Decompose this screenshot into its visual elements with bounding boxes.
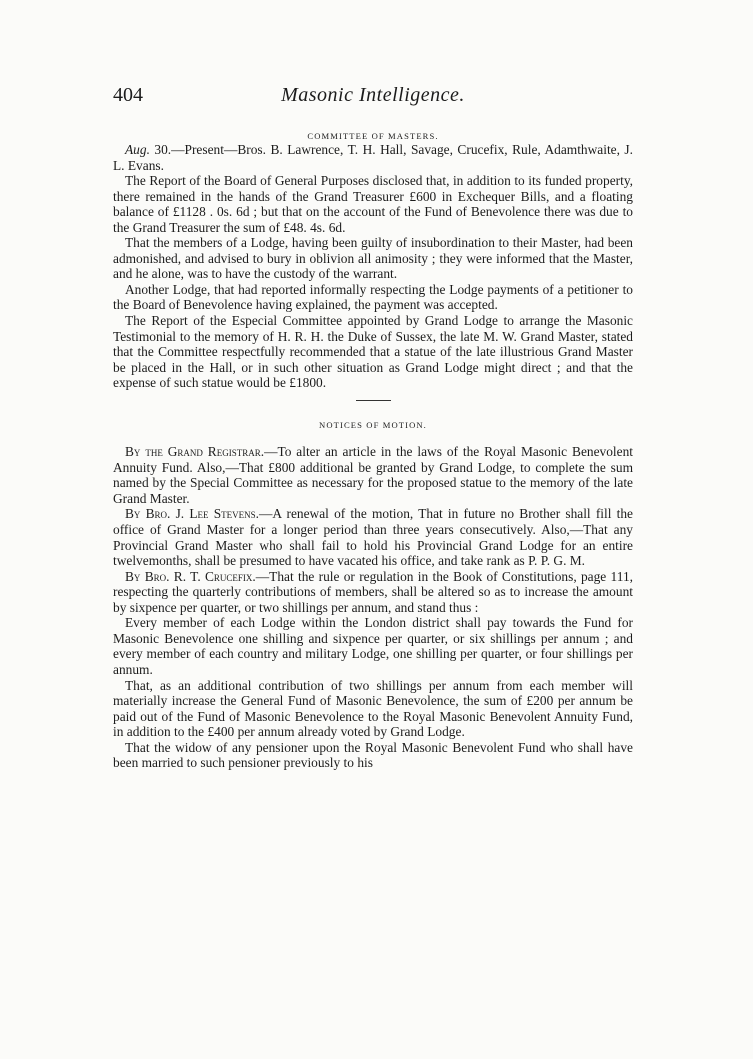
committee-heading: COMMITTEE OF MASTERS. (307, 131, 439, 141)
paragraph-lodge-payments: Another Lodge, that had reported informally respecting the Lodge payments of a petitioner to the Board of Benevolence having explained, the payment was accepted. (113, 281, 633, 313)
motion-lee-stevens (113, 506, 633, 568)
motion-text: —That the rule or regulation in the Book of Constitutions, page 111, respecting the quarterly contributions of members, shall be altered so as to increase the amount by sixpence per quarter, or two shillings per annum, and stand thus : (113, 568, 633, 615)
motion-grand-registrar (113, 444, 633, 506)
paragraph-report: The Report of the Board of General Purposes disclosed that, in addition to its funded property, there remained in the hands of the Grand Treasurer £600 in Exchequer Bills, and a floating balance of £1128 . 0s. 6d ; but that on the account of the Fund of Benevolence there was due to the Grand Treasurer the sum of £48. 4s. 6d. (113, 173, 633, 235)
motion-quote: Every member of each Lodge within the London district shall pay towards the Fund for Masonic Benevolence one shilling and sixpence per quarter, or six shillings per annum ; and every member of each country and military Lodge, one shilling per quarter, or four shillings per annum. (113, 615, 633, 677)
page-number: 404 (113, 84, 143, 106)
motion-text: —A renewal of the motion, That in future no Brother shall fill the office of Grand Master for a longer period than three years consecutively. Also,—That any Provincial Grand Master who shall fail to hold his Provincial Grand Lodge for an entire twelvemonths, shall be presumed to have vacated his office, and take rank as P. P. G. M. (113, 506, 633, 569)
date-label: Aug. (125, 142, 150, 157)
mover-grand-registrar: By the Grand Registrar. (125, 444, 265, 460)
body-text (113, 131, 634, 771)
paragraph-insubordination: That the members of a Lodge, having been guilty of insubordination to their Master, had been admonished, and advised to bury in oblivion all animosity ; they were informed that the Master, and he alone, was to have the custody of the warrant. (113, 235, 633, 282)
paragraph-testimonial: The Report of the Especial Committee appointed by Grand Lodge to arrange the Masonic Testimonial to the memory of H. R. H. the Duke of Sussex, the late M. W. Grand Master, stated that the Committee respectfully recommended that a statue of the late illustrious Grand Master be placed in the Hall, or in such other situation as Grand Lodge might direct ; and that the expense of such statue would be £1800. (113, 313, 633, 391)
mover-crucefix: By Bro. R. T. Crucefix. (125, 568, 256, 584)
motion-additional-contribution: That, as an additional contribution of two shillings per annum from each member will materially increase the General Fund of Masonic Benevolence, the sum of £200 per annum be paid out of the Fund of Masonic Benevolence to the Royal Masonic Benevolent Annuity Fund, in addition to the £400 per annum already voted by Grand Lodge. (113, 677, 633, 740)
mover-lee-stevens: By Bro. J. Lee Stevens. (125, 506, 259, 522)
motion-crucefix (113, 569, 633, 616)
notices-heading: NOTICES OF MOTION. (319, 419, 427, 430)
paragraph-present (113, 142, 633, 173)
page-header (113, 84, 633, 114)
motion-text: —To alter an article in the laws of the Royal Masonic Benevolent Annuity Fund. Also,—That £800 additional be granted by Grand Lodge, to complete the sum named by the Special Committee as necessary for the proposed statue to the memory of the late Grand Master. (113, 444, 634, 506)
running-head: Masonic Intelligence. (281, 84, 465, 106)
section-divider (356, 400, 391, 401)
present-text: 30.—Present—Bros. B. Lawrence, T. H. Hall, Savage, Crucefix, Rule, Adamthwaite, J. L. Evans. (113, 142, 633, 173)
motion-widow: That the widow of any pensioner upon the Royal Masonic Benevolent Fund who shall have been married to such pensioner previously to his (113, 739, 633, 771)
